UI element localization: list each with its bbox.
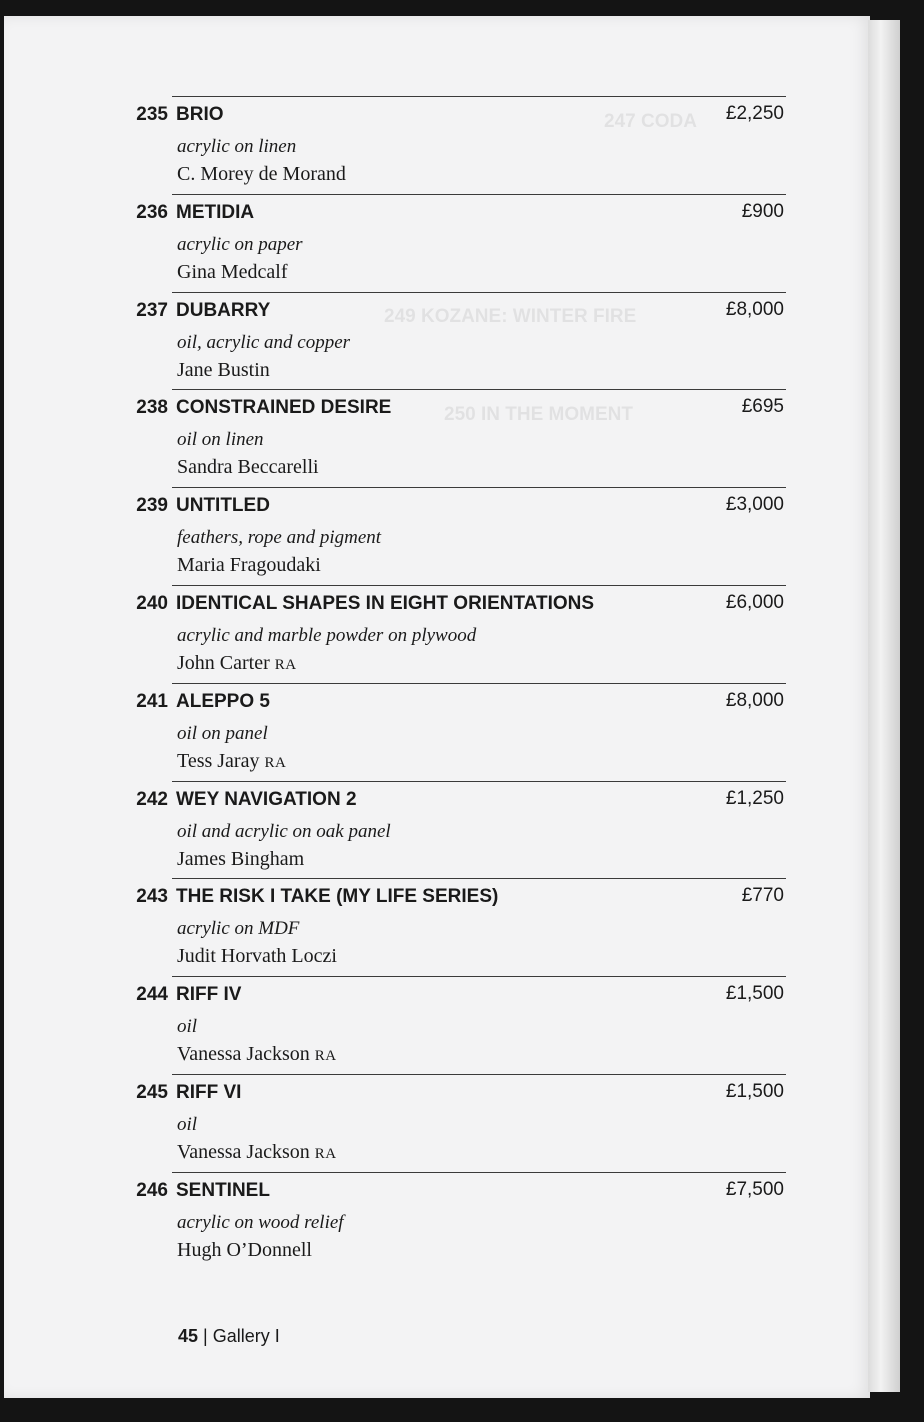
- entry-artist: [177, 456, 319, 479]
- entry-artist: [177, 1239, 312, 1262]
- entry-price: £8,000: [725, 298, 784, 320]
- entry-artist: [177, 261, 288, 284]
- entry-artist: [177, 163, 346, 186]
- entry-artist: [177, 554, 321, 577]
- entry-medium: feathers, rope and pigment: [177, 527, 382, 549]
- entry-price: £1,250: [725, 787, 784, 809]
- entry-artist: [177, 848, 304, 871]
- entry-divider: [172, 389, 786, 390]
- entry-artist: [177, 750, 286, 773]
- footer-separator: |: [203, 1326, 208, 1346]
- entry-title: WEY NAVIGATION 2: [176, 788, 357, 810]
- entry-artist: [177, 1043, 337, 1066]
- entry-number: 242: [136, 788, 168, 810]
- entry-medium: oil: [177, 1114, 198, 1135]
- entry-divider: [172, 683, 786, 684]
- entry-number: 246: [136, 1179, 168, 1201]
- entry-medium: acrylic on paper: [177, 233, 303, 255]
- ra-suffix: RA: [314, 1048, 337, 1065]
- page-footer: [178, 1326, 280, 1347]
- show-through-decoration: 247 CODA: [604, 111, 697, 132]
- entry-price: £695: [741, 396, 784, 418]
- entry-medium: acrylic on linen: [177, 136, 297, 157]
- entry-artist: [177, 1141, 337, 1164]
- entry-title: SENTINEL: [176, 1179, 270, 1201]
- section-name: Gallery I: [212, 1326, 280, 1346]
- artist-name: Maria Fragoudaki: [177, 554, 321, 577]
- entry-divider: [172, 781, 786, 782]
- show-through-decoration: 250 IN THE MOMENT: [444, 404, 633, 425]
- entry-medium: oil and acrylic on oak panel: [177, 820, 391, 842]
- entry-title: RIFF IV: [176, 984, 242, 1006]
- entry-divider: [172, 1172, 786, 1173]
- artist-name: Judit Horvath Loczi: [177, 945, 337, 968]
- entry-price: £1,500: [725, 983, 784, 1005]
- entry-price: £900: [741, 200, 784, 222]
- entry-medium: oil: [177, 1016, 198, 1038]
- artist-name: Tess Jaray: [177, 749, 260, 772]
- artist-name: John Carter: [177, 652, 270, 674]
- entry-divider: [172, 96, 786, 97]
- entry-divider: [172, 976, 786, 977]
- page-edge: [868, 20, 900, 1392]
- entry-price: £3,000: [725, 494, 784, 516]
- show-through-decoration: 249 KOZANE: WINTER FIRE: [384, 306, 637, 327]
- entry-title: THE RISK I TAKE (MY LIFE SERIES): [176, 886, 499, 908]
- entry-title: METIDIA: [176, 201, 255, 223]
- entry-divider: [172, 194, 786, 195]
- entry-title: UNTITLED: [176, 495, 270, 517]
- entry-number: 238: [136, 397, 168, 419]
- entry-number: 237: [136, 299, 168, 321]
- artist-name: C. Morey de Morand: [177, 163, 346, 185]
- artist-name: Sandra Beccarelli: [177, 456, 319, 479]
- entry-title: IDENTICAL SHAPES IN EIGHT ORIENTATIONS: [176, 593, 595, 614]
- entry-medium: oil on panel: [177, 722, 268, 744]
- entry-divider: [172, 878, 786, 879]
- entry-artist: [177, 359, 270, 382]
- entry-medium: oil, acrylic and copper: [177, 331, 351, 353]
- entry-divider: [172, 1074, 786, 1075]
- artist-name: Vanessa Jackson: [177, 1043, 310, 1066]
- entry-number: 239: [136, 495, 168, 517]
- artist-name: Gina Medcalf: [177, 260, 288, 283]
- ra-suffix: RA: [274, 657, 297, 673]
- entry-divider: [172, 292, 786, 293]
- entry-title: CONSTRAINED DESIRE: [176, 397, 392, 419]
- entry-artist: [177, 945, 337, 968]
- entry-number: 244: [136, 984, 168, 1006]
- entry-price: £2,250: [725, 103, 784, 124]
- entry-medium: acrylic on MDF: [177, 918, 300, 940]
- entry-number: 245: [136, 1082, 168, 1103]
- page-number: 45: [178, 1326, 199, 1346]
- entry-title: RIFF VI: [176, 1082, 242, 1103]
- entry-divider: [172, 585, 786, 586]
- entry-medium: acrylic and marble powder on plywood: [177, 625, 477, 646]
- ra-suffix: RA: [264, 754, 287, 771]
- entry-title: ALEPPO 5: [176, 690, 270, 712]
- entry-medium: oil on linen: [177, 429, 264, 451]
- entry-price: £7,500: [725, 1178, 784, 1200]
- artist-name: Jane Bustin: [177, 358, 270, 381]
- entry-title: DUBARRY: [176, 299, 271, 321]
- entry-price: £8,000: [725, 689, 784, 711]
- entry-price: £1,500: [725, 1081, 784, 1102]
- entry-number: 243: [136, 886, 168, 908]
- catalogue-page: [4, 16, 870, 1398]
- artist-name: Hugh O’Donnell: [177, 1238, 312, 1261]
- entry-number: 236: [136, 201, 168, 223]
- entry-number: 241: [136, 690, 168, 712]
- entry-artist: [177, 652, 297, 675]
- entry-medium: acrylic on wood relief: [177, 1211, 344, 1233]
- artist-name: Vanessa Jackson: [177, 1141, 310, 1163]
- entry-divider: [172, 487, 786, 488]
- entry-number: 240: [136, 593, 168, 614]
- entry-price: £6,000: [725, 592, 784, 613]
- entry-price: £770: [741, 885, 784, 907]
- ra-suffix: RA: [314, 1146, 337, 1162]
- artist-name: James Bingham: [177, 847, 305, 870]
- entry-title: BRIO: [176, 104, 224, 125]
- entry-number: 235: [136, 104, 168, 125]
